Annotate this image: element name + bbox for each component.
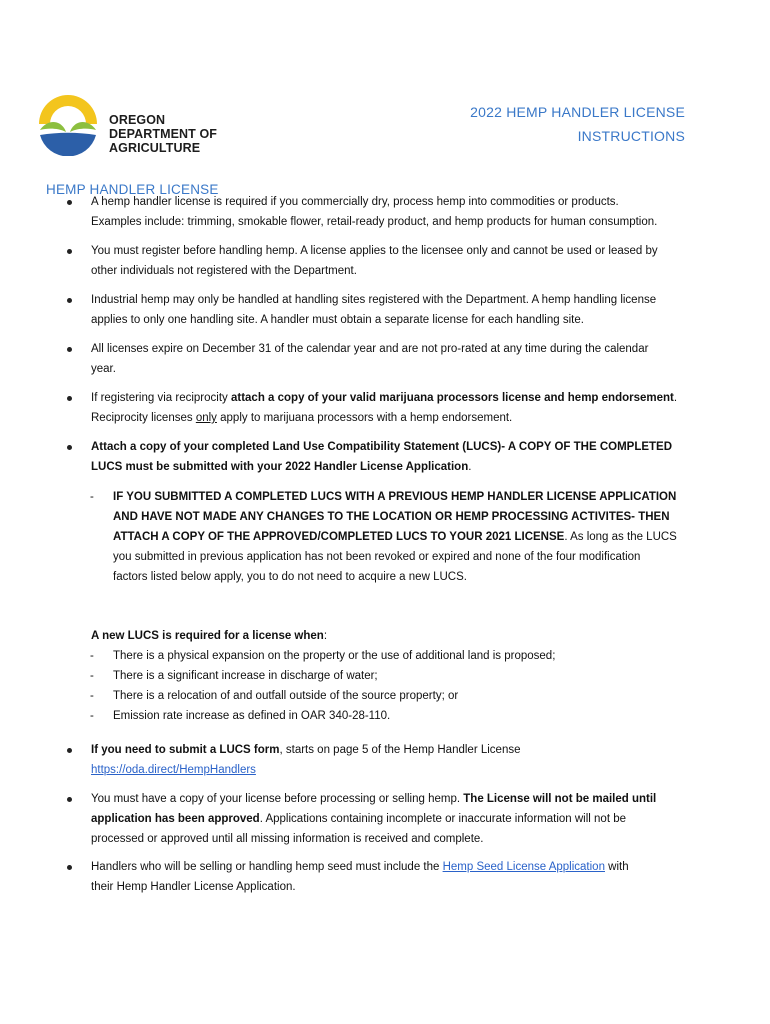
text-run: : <box>323 630 328 642</box>
text-run: with <box>604 861 629 873</box>
list-item-text <box>91 388 731 428</box>
bullet-icon <box>67 445 72 450</box>
bullet-icon <box>67 396 72 401</box>
new-lucs-item-text: There is a physical expansion on the property or the use of additional land is proposed; <box>113 650 556 662</box>
text-run: . <box>673 392 678 404</box>
list-item-text <box>91 339 731 379</box>
bullet-icon <box>67 865 72 870</box>
bold-text: ATTACH A COPY OF THE APPROVED/COMPLETED LUCS TO YOUR 2021 LICENSE <box>113 531 565 543</box>
bold-text: A new LUCS is required for a license when <box>91 630 324 642</box>
list-item-text <box>91 290 731 330</box>
text-line <box>91 408 731 428</box>
text-line <box>91 760 731 780</box>
bullet-icon <box>67 748 72 753</box>
bullet-icon <box>67 347 72 352</box>
list-item-text <box>91 192 731 232</box>
new-lucs-heading-text <box>91 626 706 646</box>
text-line: AND HAVE NOT MADE ANY CHANGES TO THE LOCATION OR HEMP PROCESSING ACTIVITES- THEN <box>113 511 670 523</box>
bold-text: application has been approved <box>91 813 260 825</box>
text-line <box>91 789 731 809</box>
new-lucs-item-text: There is a relocation of and outfall outside of the source property; or <box>113 690 459 702</box>
text-line: IF YOU SUBMITTED A COMPLETED LUCS WITH A PREVIOUS HEMP HANDLER LICENSE APPLICATION <box>113 491 677 503</box>
text-run: . Applications containing incomplete or inaccurate information will not be <box>259 813 627 825</box>
text-line: All licenses expire on December 31 of the calendar year and are not pro-rated at any time during the calendar <box>91 343 649 355</box>
text-line: their Hemp Handler License Application. <box>91 881 296 893</box>
underlined-text: only <box>195 412 217 424</box>
bold-text: attach a copy of your valid marijuana processors license and hemp endorsement <box>230 392 674 404</box>
text-line <box>91 809 731 829</box>
text-line: factors listed below apply, you to do not need to acquire a new LUCS. <box>113 571 467 583</box>
bullet-icon <box>67 200 72 205</box>
hemp-seed-application-link[interactable]: Hemp Seed License Application <box>442 861 605 873</box>
document-title <box>470 100 685 148</box>
text-line: you submitted in previous application has not been revoked or expired and none of the four modification <box>113 551 641 563</box>
text-line: Attach a copy of your completed Land Use Compatibility Statement (LUCS)- A COPY OF THE COMPLETED <box>91 441 673 453</box>
list-item-text <box>91 437 731 477</box>
text-run: Reciprocity licenses <box>91 412 196 424</box>
text-line: applies to only one handling site. A handler must obtain a separate license for each handling site. <box>91 314 584 326</box>
text-run: . <box>468 461 472 473</box>
list-item-text <box>91 241 731 281</box>
text-line: You must register before handling hemp. A license applies to the licensee only and cannot be used or leased by <box>91 245 658 257</box>
text-run: apply to marijuana processors with a hemp endorsement. <box>216 412 513 424</box>
section-heading: HEMP HANDLER LICENSE <box>46 182 219 197</box>
dash-marker: - <box>90 690 94 702</box>
text-line: A hemp handler license is required if you commercially dry, process hemp into commodities or products. <box>91 196 619 208</box>
dash-marker: - <box>90 670 94 682</box>
text-run: , starts on page 5 of the Hemp Handler License <box>279 744 521 756</box>
new-lucs-item-text: There is a significant increase in discharge of water; <box>113 670 378 682</box>
text-run: . As long as the LUCS <box>564 531 677 543</box>
text-line <box>91 857 731 877</box>
text-line: Examples include: trimming, smokable flower, retail-ready product, and hemp products for human consumption. <box>91 216 658 228</box>
text-line: Industrial hemp may only be handled at handling sites registered with the Department. A hemp handling license <box>91 294 657 306</box>
list-item-text <box>91 789 731 849</box>
dash-marker: - <box>90 650 94 662</box>
text-line: processed or approved until all missing information is received and complete. <box>91 833 484 845</box>
list-item-text <box>91 857 731 897</box>
text-line: year. <box>91 363 116 375</box>
dash-marker: - <box>90 710 94 722</box>
oda-logo-icon <box>36 94 100 156</box>
bold-text: LUCS must be submitted with your 2022 Handler License Application <box>91 461 469 473</box>
bold-text: The License will not be mailed until <box>463 793 657 805</box>
text-run: If registering via reciprocity <box>91 392 231 404</box>
text-run: You must have a copy of your license before processing or selling hemp. <box>91 793 464 805</box>
oda-logo <box>36 94 236 156</box>
text-line <box>91 457 731 477</box>
text-line <box>91 740 731 760</box>
logo-line-3: AGRICULTURE <box>109 141 201 155</box>
hemp-handlers-link[interactable]: https://oda.direct/HempHandlers <box>91 764 256 776</box>
new-lucs-item-text: Emission rate increase as defined in OAR 340-28-110. <box>113 710 391 722</box>
text-line <box>91 388 731 408</box>
dash-marker: - <box>90 491 94 503</box>
text-run: Handlers who will be selling or handling hemp seed must include the <box>91 861 443 873</box>
sub-list-item-text <box>113 487 728 587</box>
logo-wordmark <box>109 113 217 155</box>
bullet-icon <box>67 298 72 303</box>
document-title-line-2: INSTRUCTIONS <box>577 128 685 144</box>
document-title-line-1: 2022 HEMP HANDLER LICENSE <box>470 104 685 120</box>
bullet-icon <box>67 797 72 802</box>
text-line: other individuals not registered with the Department. <box>91 265 357 277</box>
list-item-text <box>91 740 731 780</box>
bullet-icon <box>67 249 72 254</box>
bold-text: If you need to submit a LUCS form <box>91 744 280 756</box>
logo-line-2: DEPARTMENT OF <box>109 127 218 141</box>
logo-line-1: OREGON <box>109 113 166 127</box>
text-line <box>113 527 728 547</box>
